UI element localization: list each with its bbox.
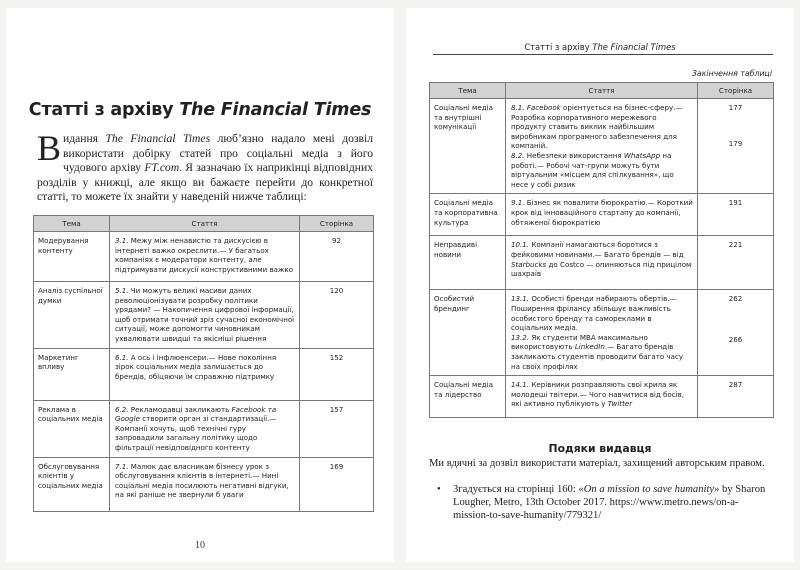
page-cell: 191 [698,194,774,236]
left-page [6,8,394,562]
page-cell: 287 [698,376,774,418]
table-row [34,232,374,282]
article-number: 13.1. [511,294,530,304]
topic-cell: Реклама в соціальних медіа [34,400,110,457]
intro-part-1: идання [63,132,106,145]
header-topic: Тема [34,216,110,232]
article-cell [110,232,300,282]
header-article: Стаття [110,216,300,232]
table-row [34,348,374,400]
article-number: 14.1. [511,380,530,390]
topic-cell: Особистий брендинг [430,290,506,376]
article-cell [110,282,300,349]
topic-cell: Соціальні медіа та лідерство [430,376,506,418]
topic-cell: Соціальні медіа та внутрішні комунікації [430,99,506,194]
article-text: Малюк дає власникам бізнесу урок з обслуговування клієнтів в інтернеті.— Нині соціальні медіа посилюють негативні відгуки, на які раніше не звернули б уваги [115,461,289,500]
article-text-a: Керівники розправляють свої крила як молодеші твітери.— Чого навчитися від босів, які активно публікують у [511,380,685,409]
table-row [430,290,774,376]
running-head [406,42,794,52]
article-cell [110,457,300,511]
article-text-b: на роботі.— Робочі чат-групи можуть бути віртуальним «місцем для спілкування», що несе у собі ризик [511,150,674,189]
running-head-italic: The Financial Times [592,42,676,52]
page-cell: 120 [300,282,374,349]
topic-cell: Маркетинг впливу [34,348,110,400]
article-text-b: до Costco — опиняються під прицілом шахраїв [511,259,692,279]
article-cell [506,376,698,418]
article-number: 5.1. [115,286,129,295]
page-cell: 169 [300,457,374,511]
acknowledgements-text: Ми вдячні за дозвіл використати матеріал, захищений авторським правом. [429,458,765,469]
table-header-row [34,216,374,232]
topic-cell: Обслуговування клієнтів у соціальних медіа [34,457,110,511]
ack-text-b: » by Sharon Lougher, Metro, 13th October 2017. https://www.metro.news/on-a-mission-to-save-humanity/779321/ [453,484,766,521]
table-row [430,194,774,236]
table-row [34,282,374,349]
acknowledgements-title: Подяки видавця [548,442,652,455]
article-italic: WhatsApp [623,150,661,160]
article-number: 9.1. [511,198,525,208]
article-number: 7.1. [115,461,129,471]
page-cell [698,290,774,376]
title-prefix: Статті з архіву [28,100,180,120]
page-cell [698,99,774,194]
article-cell [110,400,300,457]
article-cell [506,236,698,290]
table-row [430,376,774,418]
page-cell: 221 [698,236,774,290]
table-row [430,99,774,194]
acknowledgement-text [429,484,773,522]
page-cell: 152 [300,348,374,400]
running-head-prefix: Статті з архіву [524,42,593,52]
acknowledgement-item [429,484,773,522]
header-page: Сторінка [300,216,374,232]
page-number-2: 266 [728,334,743,344]
table-end-label: Закінчення таблиці [691,69,772,78]
intro-paragraph [37,128,374,205]
article-text-a: Рекламодавці закликають [128,404,232,414]
article-text: А ось і інфлюенсери.— Нове покоління зірок соціальних медіа залишається до брендів, обіцяючи їм справжню підтримку [115,352,277,381]
intro-part-2: люб’язно надало мені дозвіл використати добірку статей про соціальні медіа з його чудового архіву [63,132,374,175]
article-text-a: Небезпеки використання [524,150,624,160]
page-cell: 157 [300,400,374,457]
topic-cell: Соціальні медіа та корпоративна культура [430,194,506,236]
article-number: 13.2. [511,332,530,342]
bullet-icon: • [437,484,441,495]
table-header-row [430,83,774,99]
intro-italic-2: FT.com [144,161,180,175]
header-article: Стаття [506,83,698,99]
intro-italic-1: The Financial Times [105,132,211,145]
table-row [430,236,774,290]
article-italic: Facebook [526,103,561,112]
header-page: Сторінка [698,83,774,99]
article-text: Особисті бренди набирають обертів.— Поширення фрілансу збільшує важливість особистого бренду та самореклами в соціальних медіа. [511,294,677,333]
page-number: 10 [195,540,205,551]
article-number: 3.1. [115,236,129,245]
article-text-italic: Facebook та Google [115,404,277,424]
page-number-2: 179 [728,138,743,148]
article-text: орієнтується на бізнес-сферу.— Розробка корпоративного мережевого продукту ставить виклик найбільшим виробникам програмного забезпечення для компаній. [511,103,683,151]
table-row [34,400,374,457]
page-number-1: 177 [728,103,743,112]
article-number: 8.2. [511,150,525,160]
article-entry [511,294,693,332]
table-row [34,457,374,511]
running-head-rule [433,54,773,55]
articles-table-continued [429,82,774,418]
article-italic: Starbucks [511,259,547,269]
article-number: 8.1. [511,103,525,112]
article-cell [506,194,698,236]
page-number-1: 262 [728,294,743,304]
page-cell: 92 [300,232,374,282]
right-page [406,8,794,562]
article-text-a: Як студенти MBA максимально використовують [511,332,648,352]
ack-text-italic: On a mission to save humanity [583,484,715,495]
topic-cell: Аналіз суспільної думки [34,282,110,349]
article-text-b: .— Багато брендів закликають студентів проводити багато часу на своїх профілях [511,342,684,371]
intro-part-3: . Я зазначаю їх наприкінці відповідних розділів у книжці, але якщо ви бажаєте перейти до конкретної статті, то можете їх знайти у наведеній нижче таблиці: [37,161,373,204]
article-entry [511,103,693,151]
article-italic: Twitter [607,399,633,409]
ack-text-a: Згадується на сторінці 160: « [453,484,584,495]
article-cell [506,290,698,376]
topic-cell: Неправдиві новини [430,236,506,290]
article-italic: LinkedIn [574,342,605,352]
article-text: Чи можуть великі масиви даних революціонізувати розробку політики урядами? — Накопичення цифрової інформації, щоб отримати точний зріз сучасної економічної ситуації, може допомогти чиновникам ухвалювати швидші та якісніші рішення [115,286,295,343]
header-topic: Тема [430,83,506,99]
article-text: Межу між ненавистю та дискусією в інтернеті важко окреслити.— У багатьох компаніях є модератори контенту, але підтримувати дискусії конструктивними важко [115,236,294,274]
article-cell [110,348,300,400]
dropcap-letter: В [37,128,62,168]
page-title [6,100,394,120]
article-text-a: Компанії намагаються боротися з фейковими новинами.— Багато брендів — від [511,240,684,259]
article-entry [511,333,693,371]
article-text-b: створити орган зі стандартизації.— Компанії хочуть, щоб технічні гуру запровадили загальну політику щодо фільтрації невідповідного контенту [115,414,277,452]
article-cell [506,99,698,194]
article-number: 10.1. [511,240,530,250]
article-number: 6.2. [115,404,129,414]
title-italic: The Financial Times [179,100,372,120]
articles-table [33,215,374,512]
topic-cell: Модерування контенту [34,232,110,282]
article-number: 6.1. [115,352,129,362]
article-entry [511,151,693,189]
article-text: Бізнес як повалити бюрократію.— Короткий крок від інноваційного стартапу до компанії, обтяженої бюрократією [511,198,693,227]
